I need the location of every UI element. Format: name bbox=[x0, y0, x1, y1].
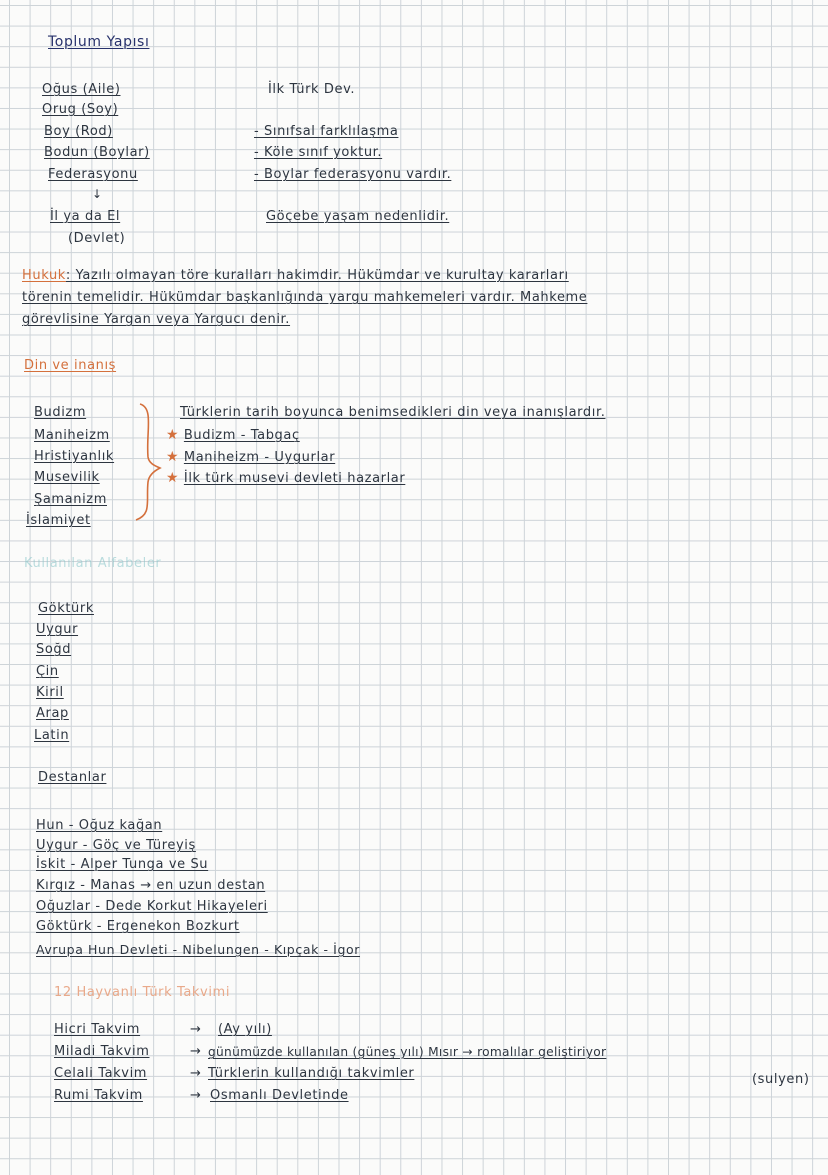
law-label: Hukuk bbox=[22, 268, 66, 283]
calendar-desc-rumi: Osmanlı Devletinde bbox=[210, 1088, 349, 1103]
page-title: Toplum Yapısı bbox=[48, 34, 150, 50]
note-federation: - Boylar federasyonu vardır. bbox=[254, 167, 452, 182]
star-icon: ★ bbox=[166, 427, 180, 443]
down-arrow-icon: ↓ bbox=[92, 187, 103, 201]
society-level-devlet: (Devlet) bbox=[68, 231, 126, 246]
star-icon: ★ bbox=[166, 470, 180, 486]
religion-item-maniheizm: Maniheizm bbox=[34, 428, 110, 443]
society-level-il: İl ya da El bbox=[50, 209, 121, 224]
epic-hun: Hun - Oğuz kağan bbox=[36, 818, 163, 833]
law-line-2: törenin temelidir. Hükümdar başkanlığında yargu mahkemeleri vardır. Mahkeme bbox=[22, 290, 588, 305]
religion-item-hristiyanlik: Hristiyanlık bbox=[34, 449, 115, 464]
calendar-desc-miladi: günümüzde kullanılan (güneş yılı) Mısır → romalılar geliştiriyor bbox=[208, 1045, 607, 1059]
society-level-oguz: Oğus (Aile) bbox=[42, 82, 121, 97]
star-icon: ★ bbox=[166, 449, 180, 465]
religion-item-islamiyet: İslamiyet bbox=[26, 513, 91, 528]
alphabet-uygur: Uygur bbox=[36, 622, 79, 637]
calendar-name-miladi: Miladi Takvim bbox=[54, 1044, 150, 1059]
note-class: - Sınıfsal farklılaşma bbox=[254, 124, 399, 139]
law-line-1: : Yazılı olmayan töre kuralları hakimdir. Hükümdar ve kurultay kararları bbox=[65, 268, 569, 283]
religion-star-1: ★ Budizm - Tabgaç bbox=[166, 427, 300, 443]
first-state-heading: İlk Türk Dev. bbox=[268, 82, 356, 97]
calendar-name-hicri: Hicri Takvim bbox=[54, 1022, 141, 1037]
arrow-icon: → bbox=[190, 1044, 202, 1059]
alphabet-latin: Latin bbox=[34, 728, 70, 743]
society-level-bodun: Bodun (Boylar) bbox=[44, 145, 150, 160]
calendar-heading: 12 Hayvanlı Türk Takvimi bbox=[54, 985, 231, 1000]
calendar-sulyen: (sulyen) bbox=[752, 1072, 810, 1087]
religion-heading: Din ve inanış bbox=[24, 358, 117, 373]
note-slave: - Köle sınıf yoktur. bbox=[254, 145, 383, 160]
epic-uygur: Uygur - Göç ve Türeyiş bbox=[36, 838, 196, 853]
calendar-desc-hicri: (Ay yılı) bbox=[218, 1022, 272, 1037]
alphabet-arap: Arap bbox=[36, 706, 69, 721]
calendar-name-celali: Celali Takvim bbox=[54, 1066, 148, 1081]
arrow-icon: → bbox=[190, 1066, 202, 1081]
law-line-3: görevlisine Yargan veya Yargucı denir. bbox=[22, 312, 291, 327]
society-level-federasyon: Federasyonu bbox=[48, 167, 138, 182]
religion-item-budizm: Budizm bbox=[34, 405, 87, 420]
epic-iskit: İskit - Alper Tunga ve Su bbox=[36, 857, 209, 872]
epic-oguzlar: Oğuzlar - Dede Korkut Hikayeleri bbox=[36, 899, 268, 914]
society-level-boy: Boy (Rod) bbox=[44, 124, 113, 139]
epics-heading: Destanlar bbox=[38, 770, 107, 785]
alphabet-sogd: Soğd bbox=[36, 642, 72, 657]
religion-star-2: ★ Maniheizm - Uygurlar bbox=[166, 449, 336, 465]
epic-gokturk: Göktürk - Ergenekon Bozkurt bbox=[36, 919, 240, 934]
calendar-desc-celali: Türklerin kullandığı takvimler bbox=[208, 1066, 415, 1081]
arrow-icon: → bbox=[190, 1088, 202, 1103]
society-level-orug: Orug (Soy) bbox=[42, 102, 119, 117]
arrow-icon: → bbox=[190, 1022, 202, 1037]
alphabet-gokturk: Göktürk bbox=[38, 601, 94, 616]
alphabet-kiril: Kiril bbox=[36, 685, 64, 700]
law-paragraph bbox=[22, 268, 569, 284]
religion-item-samanizm: Şamanizm bbox=[34, 492, 107, 507]
religion-star-3: ★ İlk türk musevi devleti hazarlar bbox=[166, 470, 406, 486]
epic-kirgiz: Kırgız - Manas → en uzun destan bbox=[36, 878, 266, 893]
religion-item-musevilik: Musevilik bbox=[34, 470, 100, 485]
calendar-name-rumi: Rumi Takvim bbox=[54, 1088, 143, 1103]
alphabet-cin: Çin bbox=[36, 664, 59, 679]
religion-brace bbox=[132, 402, 168, 522]
epic-avrupa-hun: Avrupa Hun Devleti - Nibelungen - Kıpçak - İgor bbox=[36, 942, 360, 957]
religion-summary: Türklerin tarih boyunca benimsedikleri din veya inanışlardır. bbox=[180, 405, 606, 420]
note-nomad: Göçebe yaşam nedenlidir. bbox=[266, 209, 450, 224]
alphabets-heading: Kullanılan Alfabeler bbox=[24, 556, 162, 571]
